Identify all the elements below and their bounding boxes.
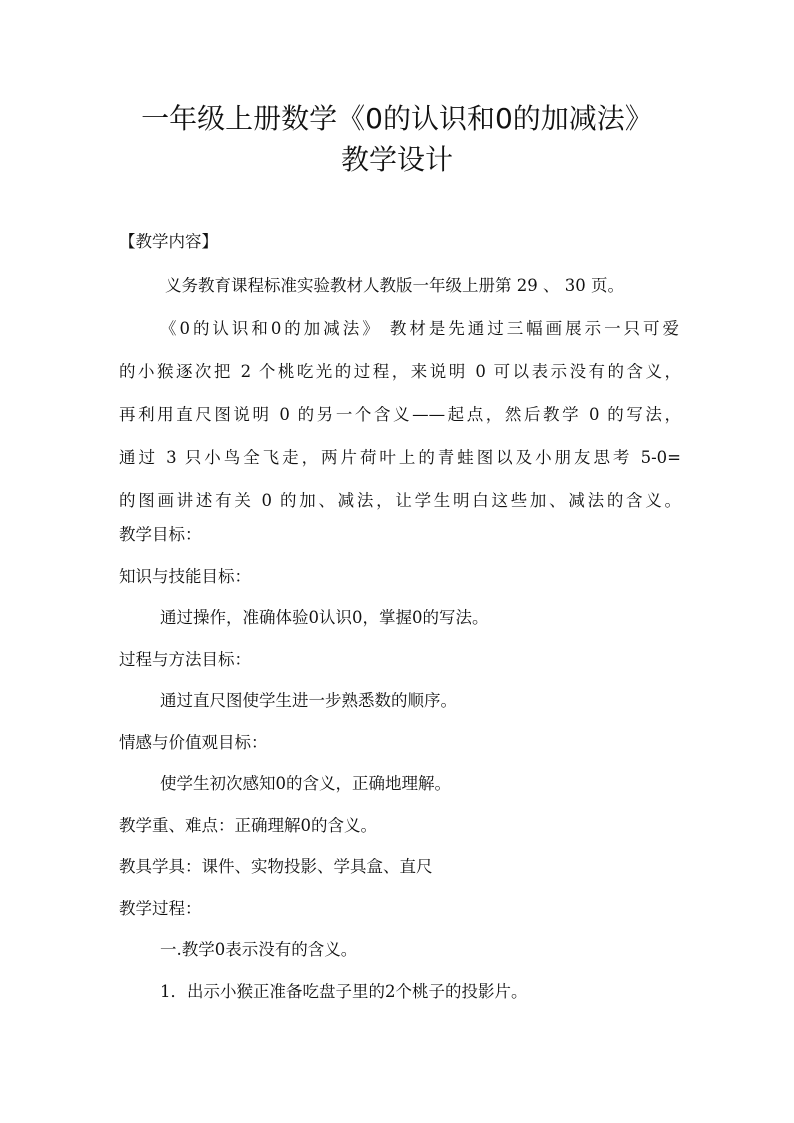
key-points: 教学重、难点：正确理解0的含义。 — [119, 816, 377, 835]
procedure-step-one-item: 1．出示小猴正准备吃盘子里的2个桃子的投影片。 — [160, 982, 528, 1001]
goals-heading: 教学目标： — [119, 525, 202, 544]
knowledge-goals-text: 通过操作，准确体验0认识0，掌握0的写法。 — [160, 608, 489, 627]
section-heading-content: 【教学内容】 — [119, 232, 218, 251]
process-goals-heading: 过程与方法目标： — [119, 650, 251, 669]
teaching-tools: 教具学具：课件、实物投影、学具盒、直尺 — [119, 857, 433, 876]
paragraph-line-4: 通过 3 只小鸟全飞走，两片荷叶上的青蛙图以及小朋友思考 5-0= — [119, 448, 681, 467]
document-title-line-1: 一年级上册数学《0的认识和0的加减法》 — [141, 102, 653, 135]
emotion-goals-text: 使学生初次感知0的含义，正确地理解。 — [160, 774, 451, 793]
paragraph-line-5: 的图画讲述有关 0 的加、减法，让学生明白这些加、减法的含义。 — [119, 491, 681, 510]
emotion-goals-heading: 情感与价值观目标： — [119, 733, 268, 752]
knowledge-goals-heading: 知识与技能目标： — [119, 567, 251, 586]
paragraph-line-3: 再利用直尺图说明 0 的另一个含义——起点，然后教学 0 的写法， — [119, 405, 681, 424]
intro-paragraph: 义务教育课程标准实验教材人教版一年级上册第 29 、 30 页。 — [165, 276, 624, 295]
document-title-line-2: 教学设计 — [340, 143, 453, 176]
paragraph-line-2: 的小猴逐次把 2 个桃吃光的过程，来说明 0 可以表示没有的含义， — [119, 362, 681, 381]
procedure-step-one: 一.教学0表示没有的含义。 — [160, 940, 358, 959]
process-goals-text: 通过直尺图使学生进一步熟悉数的顺序。 — [160, 691, 457, 710]
procedure-heading: 教学过程： — [119, 899, 202, 918]
paragraph-line-1: 《0的认识和0的加减法》 教材是先通过三幅画展示一只可爱 — [160, 319, 679, 338]
